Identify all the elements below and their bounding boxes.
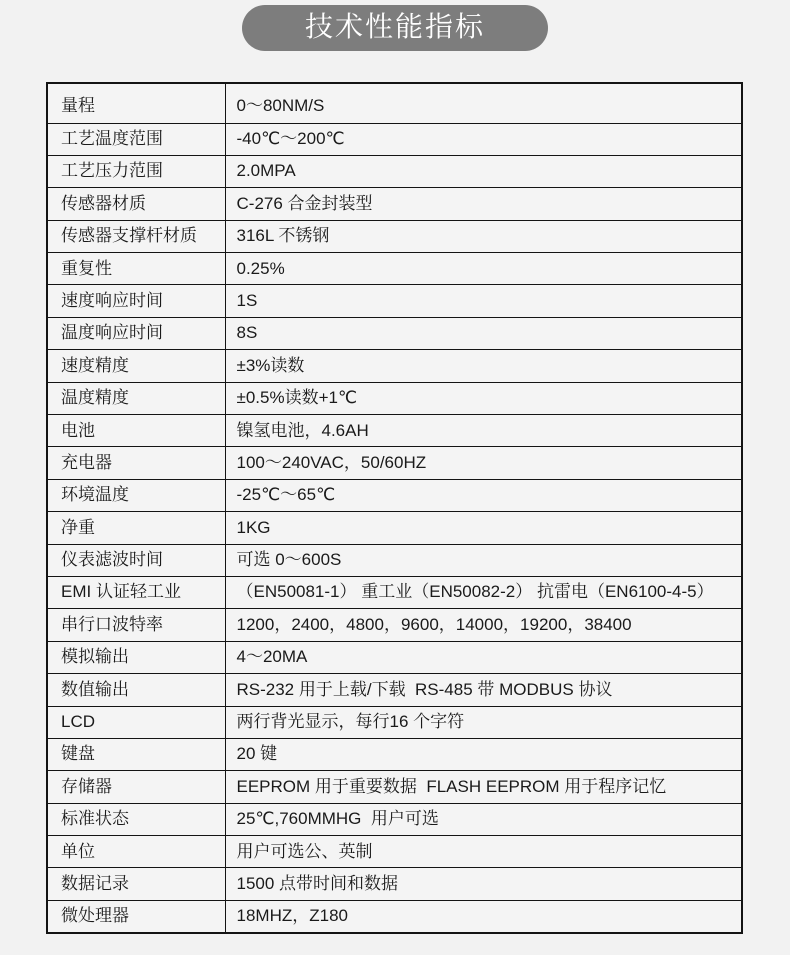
spec-value: 20 键	[225, 738, 742, 770]
table-row	[47, 706, 742, 738]
table-row	[47, 350, 742, 382]
spec-label: 量程	[47, 83, 225, 123]
table-row	[47, 803, 742, 835]
spec-label: 工艺温度范围	[47, 123, 225, 155]
table-row	[47, 900, 742, 932]
spec-label: LCD	[47, 706, 225, 738]
table-row	[47, 771, 742, 803]
spec-value: 0.25%	[225, 253, 742, 285]
spec-label: 存储器	[47, 771, 225, 803]
spec-label: EMI 认证轻工业	[47, 576, 225, 608]
spec-value: -25℃～65℃	[225, 479, 742, 511]
spec-label: 净重	[47, 512, 225, 544]
spec-label: 温度响应时间	[47, 317, 225, 349]
section-title-banner	[242, 5, 548, 51]
table-row	[47, 253, 742, 285]
spec-value: 0～80NM/S	[225, 83, 742, 123]
table-row	[47, 609, 742, 641]
spec-value: 316L 不锈钢	[225, 220, 742, 252]
spec-label: 数值输出	[47, 674, 225, 706]
spec-value: 1S	[225, 285, 742, 317]
spec-value: （EN50081-1） 重工业（EN50082-2） 抗雷电（EN6100-4-5）	[225, 576, 742, 608]
spec-label: 模拟输出	[47, 641, 225, 673]
spec-value: 镍氢电池，4.6AH	[225, 415, 742, 447]
table-row	[47, 220, 742, 252]
spec-label: 单位	[47, 836, 225, 868]
spec-value: 可选 0～600S	[225, 544, 742, 576]
spec-label: 微处理器	[47, 900, 225, 932]
table-row	[47, 447, 742, 479]
table-row	[47, 123, 742, 155]
spec-table	[46, 82, 743, 934]
table-row	[47, 674, 742, 706]
table-row	[47, 83, 742, 123]
spec-value: -40℃～200℃	[225, 123, 742, 155]
table-row	[47, 285, 742, 317]
page-title: 技术性能指标	[304, 11, 485, 42]
spec-value: 100～240VAC，50/60HZ	[225, 447, 742, 479]
table-row	[47, 836, 742, 868]
spec-value: 1500 点带时间和数据	[225, 868, 742, 900]
spec-label: 速度精度	[47, 350, 225, 382]
spec-label: 工艺压力范围	[47, 155, 225, 187]
spec-table-container	[46, 82, 743, 934]
table-row	[47, 188, 742, 220]
spec-table-body	[47, 83, 742, 933]
spec-value: EEPROM 用于重要数据 FLASH EEPROM 用于程序记忆	[225, 771, 742, 803]
spec-label: 传感器支撑杆材质	[47, 220, 225, 252]
spec-value: 2.0MPA	[225, 155, 742, 187]
spec-value: RS-232 用于上载/下载 RS-485 带 MODBUS 协议	[225, 674, 742, 706]
spec-value: C-276 合金封装型	[225, 188, 742, 220]
spec-label: 传感器材质	[47, 188, 225, 220]
spec-label: 标准状态	[47, 803, 225, 835]
spec-value: 18MHZ，Z180	[225, 900, 742, 932]
spec-value: 1KG	[225, 512, 742, 544]
spec-value: 两行背光显示，每行16 个字符	[225, 706, 742, 738]
table-row	[47, 512, 742, 544]
spec-label: 环境温度	[47, 479, 225, 511]
spec-label: 重复性	[47, 253, 225, 285]
spec-value: 用户可选公、英制	[225, 836, 742, 868]
spec-value: ±0.5%读数+1℃	[225, 382, 742, 414]
table-row	[47, 576, 742, 608]
table-row	[47, 641, 742, 673]
table-row	[47, 382, 742, 414]
spec-label: 充电器	[47, 447, 225, 479]
table-row	[47, 415, 742, 447]
table-row	[47, 738, 742, 770]
spec-value: 1200，2400，4800，9600，14000，19200，38400	[225, 609, 742, 641]
spec-label: 电池	[47, 415, 225, 447]
spec-label: 温度精度	[47, 382, 225, 414]
table-row	[47, 479, 742, 511]
spec-value: ±3%读数	[225, 350, 742, 382]
spec-label: 键盘	[47, 738, 225, 770]
table-row	[47, 868, 742, 900]
spec-label: 串行口波特率	[47, 609, 225, 641]
spec-value: 25℃,760MMHG 用户可选	[225, 803, 742, 835]
spec-value: 8S	[225, 317, 742, 349]
table-row	[47, 317, 742, 349]
table-row	[47, 544, 742, 576]
spec-label: 速度响应时间	[47, 285, 225, 317]
spec-label: 仪表滤波时间	[47, 544, 225, 576]
spec-value: 4～20MA	[225, 641, 742, 673]
table-row	[47, 155, 742, 187]
spec-label: 数据记录	[47, 868, 225, 900]
